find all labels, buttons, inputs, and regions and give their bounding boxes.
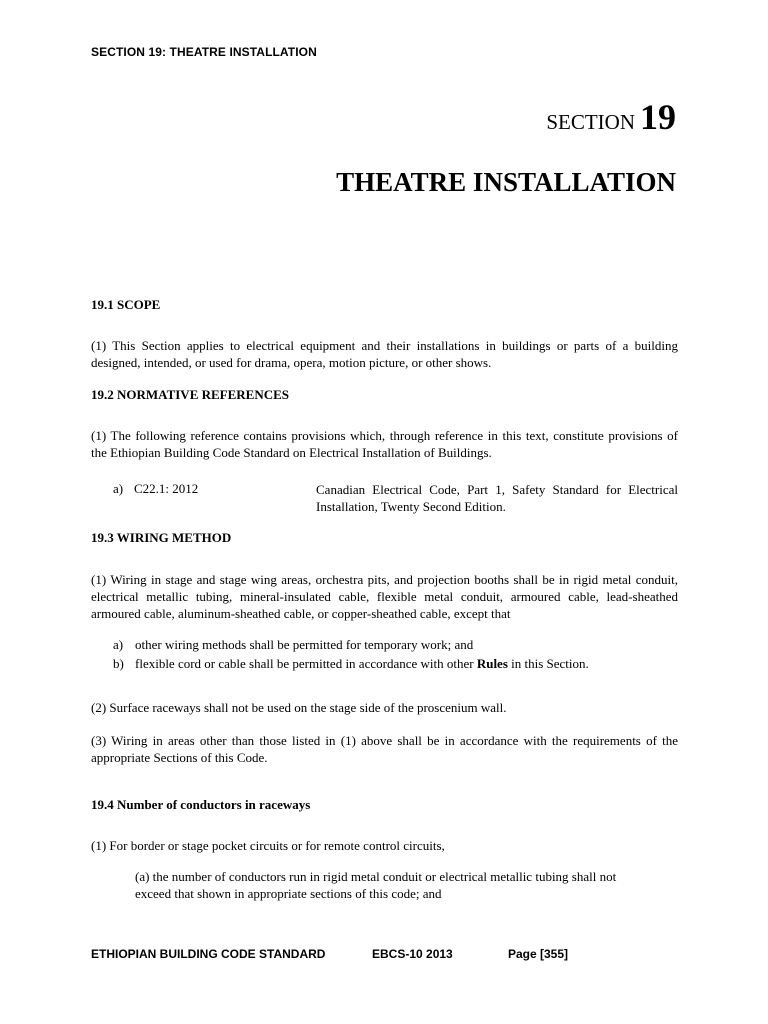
section-word: SECTION (546, 110, 635, 134)
conductors-sub-a: (a) the number of conductors run in rigid metal conduit or electrical metallic tubing shall not exceed that shown in appropriate sections of this code; and (135, 869, 617, 901)
reference-description: Canadian Electrical Code, Part 1, Safety Standard for Electrical Installation, Twenty Second Edition. (316, 482, 678, 514)
list-item-a-marker: a) (113, 637, 124, 652)
section-label (546, 96, 676, 138)
section-title: THEATRE INSTALLATION (336, 167, 676, 197)
list-item-b-marker: b) (113, 656, 124, 671)
normative-references-paragraph-1: (1) The following reference contains provisions which, through reference in this text, constitute provisions of the Ethiopian Building Code Standard on Electrical Installation of Buildings. (91, 428, 678, 460)
reference-code: C22.1: 2012 (134, 481, 199, 496)
list-item-b-text-before: flexible cord or cable shall be permitted in accordance with other (135, 656, 477, 671)
footer-page-number: Page [355] (508, 947, 569, 961)
normative-references-heading: 19.2 NORMATIVE REFERENCES (91, 387, 290, 402)
conductors-heading: 19.4 Number of conductors in raceways (91, 797, 311, 812)
wiring-method-paragraph-2: (2) Surface raceways shall not be used on the stage side of the proscenium wall. (91, 700, 507, 715)
footer-code: EBCS-10 2013 (372, 947, 453, 961)
scope-heading: 19.1 SCOPE (91, 297, 161, 312)
footer-standard: ETHIOPIAN BUILDING CODE STANDARD (91, 947, 326, 961)
rules-bold-term: Rules (476, 656, 508, 671)
wiring-method-heading: 19.3 WIRING METHOD (91, 530, 232, 545)
list-item-b-text (135, 656, 589, 672)
list-item-b-text-after: in this Section. (507, 656, 589, 671)
section-number: 19 (640, 97, 676, 137)
wiring-method-paragraph-1: (1) Wiring in stage and stage wing areas, orchestra pits, and projection booths shall be in rigid metal conduit, electrical metallic tubing, mineral-insulated cable, flexible metal conduit, armoured cable, lead-sheathed armoured cable, aluminum-sheathed cable, or copper-sheathed cable, except that (91, 572, 678, 621)
running-header: SECTION 19: THEATRE INSTALLATION (91, 45, 317, 59)
scope-paragraph-1: (1) This Section applies to electrical equipment and their installations in buildings or parts of a building designed, intended, or used for drama, opera, motion picture, or other shows. (91, 338, 678, 370)
list-item-a-text: other wiring methods shall be permitted for temporary work; and (135, 637, 474, 652)
wiring-method-paragraph-3: (3) Wiring in areas other than those listed in (1) above shall be in accordance with the requirements of the appropriate Sections of this Code. (91, 733, 678, 765)
reference-marker: a) (113, 481, 124, 496)
conductors-paragraph-1: (1) For border or stage pocket circuits or for remote control circuits, (91, 838, 445, 853)
